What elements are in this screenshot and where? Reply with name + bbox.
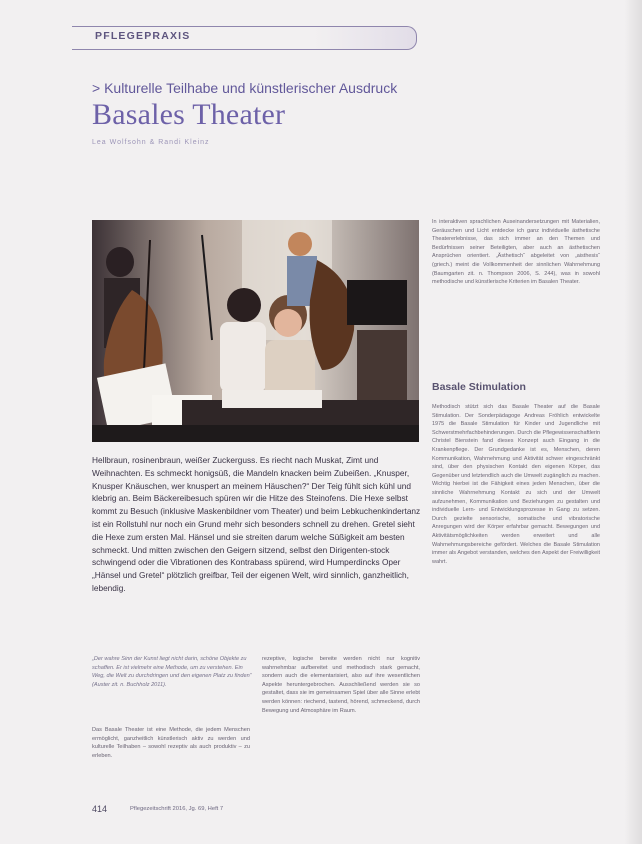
- article-quote: „Der wahre Sinn der Kunst liegt nicht darin, schöne Objekte zu schaffen. Er ist vielmehr eine Methode, um zu verstehen. Ein Weg, die Welt zu durchdringen und den eigenen Platz zu finden“ (Auster zit. n. Buchholz 2011).: [92, 656, 252, 688]
- article-column-3-body: Methodisch stützt sich das Basale Theater auf die Basale Stimulation. Der Sonderpädagoge Andreas Fröhlich entwickelte 1975 die Basale Stimulation für Kinder und Jugendliche mit Schwerstmehrfachbehinderungen. Durch die Pflegewissenschaftlerin Christel Bienstein fand dieses Konzept auch Eingang in die Krankenpflege. Der Grundgedanke ist es, Menschen, deren Kommunikation, Wahrnehmung und Aktivität schwer eingeschränkt sind, über den physischen Kontakt den eigenen Körper, das Gegenüber und letztendlich auch die Umwelt zugänglich zu machen. Wichtig hierbei ist die Fähigkeit eines jeden Menschen, über die sinnliche Wahrnehmung Kontakt zu sich und der Umwelt aufzunehmen, Kommunikation und Beziehungen zu gestalten und individuelle Lern- und Entwicklungsprozesse in Gang zu setzen. Durch gezielte sensorische, somatische und vibratorische Anregungen wird der Körper erfahrbar gemacht. Bewegungen und Aktivitätsmöglichkeiten werden erweitert und alle Wahrnehmungsbereiche gefördert. Welches die Basale Stimulation immer als Angebot verstanden, welches den Aspekt der Freiwilligkeit wahrt.: [432, 404, 600, 565]
- article-column-2-body: rezeptive, logische bereite werden nicht nur kognitiv wahrnehmbar aufbereitet und methodisch stark gemacht, sondern auch die elementarisiert, also auf ihre wesentlichen Aspekte heruntergebrochen. Ausschließend werden sie so gestaltet, dass sie im gemeinsamen Spiel über alle Sinne erlebt werden können: riechend, tastend, hörend, schmeckend, durch Bewegung und Atmosphäre im Raum.: [262, 656, 420, 714]
- article-photo: [92, 220, 419, 442]
- article-lead: Hellbraun, rosinenbraun, weißer Zuckerguss. Es riecht nach Muskat, Zimt und Weihnachten. Es schmeckt honigsüß, die Mandeln knacken beim Zubeißen. „Knusper, Knusper Knäuschen, wer knuspert an meinem Häuschen?“ Der Teig fühlt sich kühl und klebrig an. Beim Bäckereibesuch spüren wir die Hitze des Steinofens. Die Hexe selbst kommt zu Besuch (inklusive Maskenbildner vom Theater) und beim Lebkuchenkindertanz ist ein Rollstuhl nur noch ein Grund mehr sich besonders schnell zu drehen. Gretel sieht die Hexe zum ersten Mal. Hänsel und sie streiten darum welche Süßigkeit am besten schmeckt. Und mitten zwischen den Geigern sitzend, selbst den Dirigenten-stock schwingend oder die Vibrationen des Kontrabass spürend, wird Humperdincks Oper „Hänsel und Gretel“ plötzlich greifbar, Teil der eigenen Welt, wird sinnlich, ganzheitlich, lebendig.: [92, 455, 421, 593]
- orchestra-photo-illustration: [92, 220, 419, 442]
- article-authors: Lea Wolfsohn & Randi Kleinz: [92, 139, 210, 146]
- article-kicker: > Kulturelle Teilhabe und künstlerischer Ausdruck: [92, 80, 398, 96]
- journal-reference: Pflegezeitschrift 2016, Jg. 69, Heft 7: [130, 806, 224, 812]
- section-label: PFLEGEPRAXIS: [95, 30, 191, 42]
- page-gutter-shadow: [624, 0, 642, 844]
- article-column-3-intro: In interaktiven sprachlichen Auseinandersetzungen mit Materialien, Geräuschen und Licht entdecke ich ganz individuelle ästhetische Theatererlebnisse, das sich immer an den Themen und Bedürfnissen seiner Beteiligten, aber auch an ästhetischen Ansprüchen orientiert. „Ästhetisch“ abgeleitet von „aisthesis“ (griech.) meint die Vollkommenheit der sinnlichen Wahrnehmung (Baumgarten zit. n. Thompson 2006, S. 244), was in sowohl methodische und künstlerische Kriterien im Basalen Theater.: [432, 219, 600, 286]
- article-column-1-body: Das Basale Theater ist eine Methode, die jedem Menschen ermöglicht, ganzheitlich künstlerisch aktiv zu werden und kulturelle Teilhaben – sowohl rezeptiv als auch produktiv – zu erleben.: [92, 727, 250, 759]
- section-heading-basale-stimulation: Basale Stimulation: [432, 381, 526, 393]
- article-title: Basales Theater: [92, 98, 286, 131]
- page-number: 414: [92, 804, 108, 814]
